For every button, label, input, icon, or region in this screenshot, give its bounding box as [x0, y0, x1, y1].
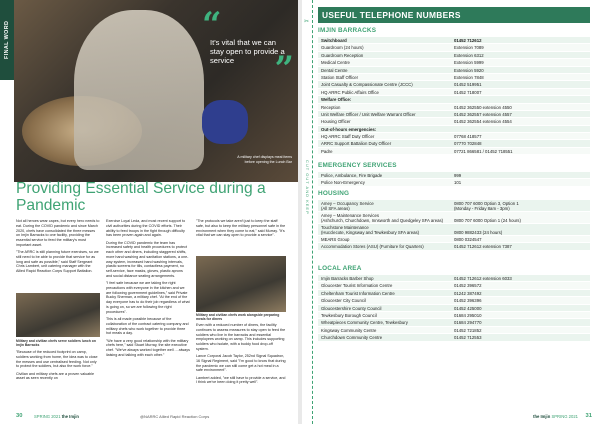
chefs-kitchen-photo — [196, 256, 286, 312]
phone-number: 0800 0324547 — [454, 237, 482, 242]
phone-row — [318, 59, 590, 66]
phone-number: 01452 362557 extension 4557 — [454, 111, 512, 117]
phone-number: 01452 712553 — [454, 335, 482, 341]
phone-number: 101 — [454, 180, 462, 186]
paragraph: Lambert added, "we still have to provide a service, and I think we've been doing it pretty well". — [196, 375, 286, 385]
phone-row — [318, 89, 590, 96]
paragraph: "I feel safe because we are taking the right precautions with everyone in the kitchen and we are following government guidelines," said Private Bucky Sherman, a military chef. "At the end of the day everyone has to do their job regardless of what is going on, so we are following the right procedures". — [106, 281, 190, 314]
contact-name: HQ ARRC Public Affairs Office — [321, 89, 379, 95]
contact-name: Reception — [321, 104, 341, 110]
phone-number: 01452 396396 — [454, 298, 482, 304]
contact-name: Police, Ambulance, Fire Brigade — [321, 173, 383, 178]
final-word-tab: FINAL WORD — [0, 0, 14, 80]
cut-line — [312, 0, 313, 424]
contact-name: Churchdown Community Centre — [321, 335, 383, 341]
local-table — [318, 275, 590, 342]
phone-row — [318, 319, 590, 326]
phone-number: 0800 707 6000 Option 1 (24 hours) — [454, 218, 521, 223]
photo-caption-2: Military and civilian chefs work alongside preparing meals for diners — [196, 313, 280, 322]
phone-row — [318, 236, 590, 243]
phone-number: 01452 396572 — [454, 283, 482, 289]
issue-label: SPRING 2021 — [34, 414, 61, 419]
phone-row — [318, 67, 590, 74]
contact-name: Unit Welfare Officer / Unit Welfare Warrant Officer — [321, 111, 416, 117]
paragraph: Not all heroes wear capes, but every hero needs to eat. During the COVID pandemic and since March 2020, chefs have consolidated the three messes on Imjin Barracks to one facility, providing the essential service to feed the military's most important asset. — [16, 219, 100, 247]
pull-quote-text: It's vital that we can stay open to provide a service — [210, 38, 285, 65]
phone-row — [318, 74, 590, 81]
phone-row — [318, 200, 590, 212]
housing-table — [318, 200, 590, 251]
footer-issue — [533, 414, 578, 419]
contact-name: Imjin Barracks Barber Shop — [321, 276, 374, 281]
contact-name: HQ ARRC Staff Duty Officer — [321, 134, 375, 140]
contact-name: Guardroom (24 hours) — [321, 45, 364, 51]
contact-name: Out-of-hours emergencies: — [321, 126, 377, 132]
chef-figure-graphic — [74, 10, 204, 170]
phone-row — [318, 37, 590, 44]
phone-number: 01452 721852 — [454, 327, 482, 333]
paragraph: Lance Corporal Jacob Taylor, 252nd Signal Squadron, 16 Signal Regiment, said "I'm good to know that during the pandemic we can still come get a hot meal in a safe environment". — [196, 354, 286, 373]
article-column-3 — [196, 219, 286, 241]
left-footer — [0, 410, 298, 424]
cut-out-label: CUT OUT AND KEEP — [305, 160, 310, 215]
right-page — [302, 0, 600, 424]
emergency-heading: EMERGENCY SERVICES — [318, 162, 397, 169]
contact-name: Housing Officer — [321, 119, 351, 125]
phone-row — [318, 275, 590, 282]
phone-number: 999 — [454, 173, 462, 178]
phone-number: 01452 519951 — [454, 82, 482, 88]
phone-row — [318, 172, 590, 179]
phone-number: Extension 5920 — [454, 67, 484, 73]
phone-row — [318, 133, 590, 140]
phone-number — [454, 96, 590, 102]
phone-row — [318, 104, 590, 111]
page-number: 31 — [585, 413, 592, 419]
contact-name: Joint Casualty & Compassionate Centre (JCCC) — [321, 82, 413, 88]
paragraph: "The ARRC is still planning future exercises, so we still need to be able to provide that service for as long and safe as possible," said Staff Sergeant Chris Lambert, unit catering manager with the Allied Rapid Reaction Corps Support Battalion. — [16, 250, 99, 274]
paragraph: "We have a very good relationship with the military chefs here," said Stuart Murray, the site executive chef. "We've always worked together well ... always liaising and talking with each other." — [106, 338, 190, 357]
phone-number: 01452 362550 extension 4550 — [454, 104, 512, 110]
local-heading: LOCAL AREA — [318, 265, 362, 272]
phone-row — [318, 179, 590, 186]
contact-name: ARRC Support Battalion Duty Officer — [321, 141, 392, 147]
close-quote-icon: ” — [274, 49, 294, 89]
imjin-table — [318, 37, 590, 155]
phone-row — [318, 224, 590, 236]
contact-name: Welfare Office: — [321, 97, 352, 103]
chefs-serving-photo — [16, 293, 100, 337]
page-number: 30 — [16, 413, 23, 419]
paragraph: This is all made possible because of the collaboration of the contract catering company and military chefs who work together to provide three hot meals a day. — [106, 317, 189, 336]
contact-name: Dental Centre — [321, 67, 348, 73]
article-column-3-continued — [196, 323, 286, 388]
housing-heading: HOUSING — [318, 190, 350, 197]
article-column-1-continued — [16, 350, 100, 384]
scissors-icon: ✂ — [304, 19, 310, 25]
contact-name: Gloucestershire County Council — [321, 305, 382, 311]
phone-row — [318, 140, 590, 147]
contact-name: Station Staff Officer — [321, 74, 359, 80]
article-title: Providing Essential Service during a Pandemic — [16, 180, 266, 214]
paragraph: Exercise Loyal Leda, and most recent support to civil authorities during the COVID efforts. Their ability to feed troops in the fight through difficulty has been proven again and again. — [106, 219, 186, 238]
contact-name: Medical Centre — [321, 60, 350, 66]
pull-quote — [202, 5, 298, 89]
phone-row — [318, 282, 590, 289]
phone-row — [318, 327, 590, 334]
phone-row — [318, 334, 590, 341]
phone-row — [318, 305, 590, 312]
phone-number: 01684 295010 — [454, 312, 482, 318]
imjin-heading: IMJIN BARRACKS — [318, 27, 377, 34]
section-title: USEFUL TELEPHONE NUMBERS — [318, 7, 590, 23]
contact-name: Guardroom Reception — [321, 52, 364, 58]
gloved-hand-graphic — [202, 100, 248, 144]
article-column-2 — [106, 219, 190, 360]
contact-name: MEARS Group — [321, 237, 350, 242]
article-column-1 — [16, 219, 100, 276]
phone-row — [318, 81, 590, 88]
phone-number: 0800 707 6000 Option 3, Option 1 (Monday - Friday 8am - 3pm) — [454, 200, 519, 211]
phone-number: 01684 294770 — [454, 320, 482, 326]
phone-number — [454, 126, 590, 132]
emergency-table — [318, 172, 590, 187]
contact-name: Gloucester Tourist Information Centre — [321, 283, 393, 289]
issue-label: SPRING 2021 — [551, 414, 578, 419]
paragraph: "Because of the reduced footprint on camp, soldiers working from home, the idea was to close the messes and use centralised feeding. Not only to protect the soldiers, but also the work force." — [16, 350, 98, 369]
arrc-brand: @NARRC Allied Rapid Reaction Corps — [140, 414, 210, 419]
phone-row — [318, 52, 590, 59]
contact-name: Accommodation Stores (ASU) (Furniture for Quarters) — [321, 244, 424, 250]
phone-number: 01242 387492 — [454, 290, 482, 296]
phone-number: Extension 5999 — [454, 60, 484, 66]
phone-number: 07768 418577 — [454, 134, 482, 140]
phone-row — [318, 243, 590, 250]
phone-number: Extension 7089 — [454, 45, 484, 51]
phone-number: 07721 866581 / 01452 718551 — [454, 148, 513, 154]
phone-number: 01452 712612 extension 7387 — [454, 244, 512, 250]
phone-row — [318, 126, 590, 133]
phone-number: 0800 9882433 (24 hours) — [454, 230, 503, 235]
right-footer — [302, 410, 600, 424]
contact-name: Switchboard — [321, 38, 347, 43]
magazine-name: the Imjin — [533, 414, 551, 419]
phone-number: 01452 362554 extension 4554 — [454, 119, 512, 125]
phone-row — [318, 312, 590, 319]
hero-photo — [14, 0, 298, 182]
phone-number: 01452 712612 extension 6033 — [454, 276, 512, 281]
paragraph: During the COVID pandemic the team has increased safety and health procedures to protect each other and diners, including staggered shifts, more hand washing and sanitation stations, a one-way system, increased hand washing intervals, plastic screens for tills, contactless payment, no self-service, face masks, gloves, plastic aprons and social distance seating arrangements. — [106, 240, 189, 278]
contact-name: Padre — [321, 148, 333, 154]
contact-name: Cheltenham Tourist Information Centre — [321, 290, 395, 296]
contact-name: Police Non-Emergency — [321, 180, 365, 186]
contact-name: Gloucester City Council — [321, 298, 366, 304]
hero-caption: A military chef displays meal items before opening the Lunch Bar — [237, 155, 292, 164]
magazine-name: the Imjin — [61, 414, 79, 419]
phone-row — [318, 290, 590, 297]
open-quote-icon: “ — [202, 5, 222, 45]
contact-name: Tewkesbury Borough Council — [321, 312, 377, 318]
phone-row — [318, 44, 590, 51]
phone-row — [318, 212, 590, 224]
paragraph: Even with a reduced number of diners, the facility continues to assess measures to stay open to feed the soldiers who live in the barracks and essential employees working on camp. This includes supporting soldiers who isolate, with a buddy food drop-off system. — [196, 323, 286, 351]
left-page — [0, 0, 298, 424]
photo-caption-1: Military and civilian chefs serve soldiers lunch on Imjin Barracks — [16, 339, 96, 348]
footer-issue — [34, 414, 79, 419]
phone-row — [318, 297, 590, 304]
phone-number: 01452 425000 — [454, 305, 482, 311]
contact-name: Kingsway Community Centre — [321, 327, 377, 333]
phone-row — [318, 148, 590, 155]
phone-number: 01452 712612 — [454, 38, 482, 43]
contact-name: Touchstone Maintenance (Hucclecote, Kingsway and Tewkesbury SFA areas) — [321, 224, 420, 235]
phone-row — [318, 118, 590, 125]
phone-number: Extension 7848 — [454, 74, 484, 80]
paragraph: "The protocols we take aren't just to keep the staff safe, but also to keep the military personnel safe in the environment when they come to eat," said Murray. "It's vital that we can stay open to provide a service". — [196, 219, 286, 238]
phone-row — [318, 96, 590, 103]
paragraph: Civilian and military chefs are a proven valuable asset as seen recently on — [16, 371, 95, 381]
contact-name: Wheatpieces Community Centre, Tewkesbury — [321, 320, 408, 326]
phone-row — [318, 111, 590, 118]
phone-number: 01452 718007 — [454, 89, 482, 95]
phone-number: 07770 702848 — [454, 141, 482, 147]
contact-name: Amey – Occupancy Service (All SFA areas) — [321, 200, 374, 211]
contact-name: Amey – Maintenance Services (Ashchurch, Churchdown, Innsworth and Quedgeley SFA areas) — [321, 212, 444, 223]
phone-number: Extension 6312 — [454, 52, 484, 58]
